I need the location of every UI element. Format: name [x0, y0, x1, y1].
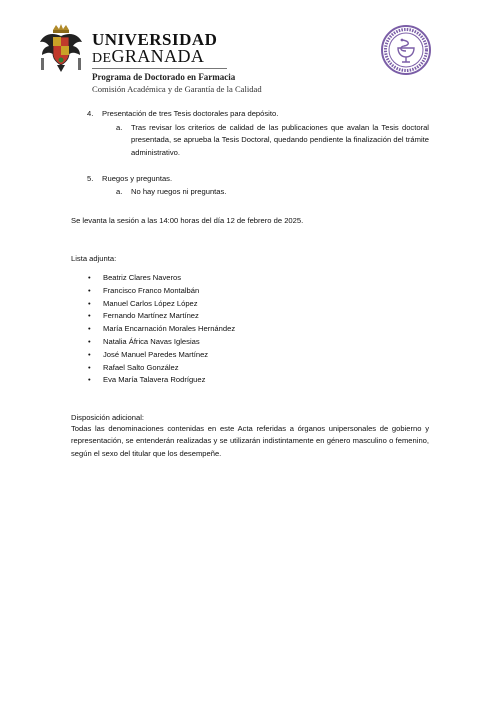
subitem-text: No hay ruegos ni preguntas. — [131, 187, 227, 196]
program-title: Programa de Doctorado en Farmacia — [92, 72, 236, 82]
attendee-name: Eva María Talavera Rodríguez — [103, 375, 206, 385]
item-number: 5. — [87, 174, 94, 183]
item-number: 4. — [87, 109, 94, 118]
university-name-main: GRANADA — [111, 46, 205, 66]
bullet-icon: • — [88, 375, 91, 385]
attendee-name: Natalia África Navas Iglesias — [103, 336, 200, 346]
letterhead — [36, 22, 466, 102]
bullet-icon: • — [88, 285, 91, 295]
university-name-line2 — [92, 46, 204, 67]
commission-title: Comisión Académica y de Garantía de la Calidad — [92, 84, 262, 94]
attendee-name: Manuel Carlos López López — [103, 298, 198, 308]
bullet-icon: • — [88, 298, 91, 308]
bullet-icon: • — [88, 349, 91, 359]
attendee-name: María Encarnación Morales Hernández — [103, 324, 236, 334]
university-name-prefix: DE — [92, 51, 112, 66]
list-item — [88, 285, 235, 298]
disposition-title: Disposición adicional: — [71, 413, 145, 422]
list-item — [88, 310, 235, 323]
bullet-icon: • — [88, 324, 91, 334]
attendee-name: Francisco Franco Montalbán — [103, 285, 200, 295]
faculty-seal-icon — [380, 24, 432, 76]
list-item — [88, 272, 235, 285]
attendee-name: Rafael Salto González — [103, 362, 179, 372]
attendees-list — [88, 272, 235, 387]
header-divider — [92, 68, 227, 69]
list-item — [88, 374, 235, 387]
bullet-icon: • — [88, 273, 91, 282]
item-title: Ruegos y preguntas. — [102, 174, 173, 183]
bullet-icon: • — [88, 362, 91, 372]
item-title: Presentación de tres Tesis doctorales para depósito. — [102, 109, 279, 118]
subitem-letter: a. — [116, 187, 123, 196]
subitem-text: Tras revisar los criterios de calidad de las publicaciones que avalan la Tesis doctoral presentada, se aprueba la Tesis Doctoral, quedando pendiente la finalización del trámite administrativo. — [131, 123, 429, 157]
list-item — [88, 349, 235, 362]
list-item — [88, 362, 235, 375]
university-name-line1: UNIVERSIDAD — [92, 30, 218, 49]
attendee-name: Beatriz Clares Naveros — [103, 273, 182, 282]
list-item — [88, 298, 235, 311]
university-crest-icon — [38, 24, 84, 74]
bullet-icon: • — [88, 336, 91, 346]
list-item — [88, 336, 235, 349]
attendee-name: Fernando Martínez Martínez — [103, 311, 199, 321]
attendee-name: José Manuel Paredes Martínez — [103, 349, 209, 359]
disposition-text: Todas las denominaciones contenidas en este Acta referidas a órganos unipersonales de gobierno y representación, se entenderán realizadas y se utilizarán indistintamente en género masculino o femenino, según el sexo del titular que los desempeñe. — [71, 424, 429, 458]
attendees-title: Lista adjunta: — [71, 254, 117, 263]
session-closing: Se levanta la sesión a las 14:00 horas del día 12 de febrero de 2025. — [71, 216, 304, 225]
list-item — [88, 323, 235, 336]
subitem-letter: a. — [116, 123, 123, 132]
bullet-icon: • — [88, 311, 91, 321]
